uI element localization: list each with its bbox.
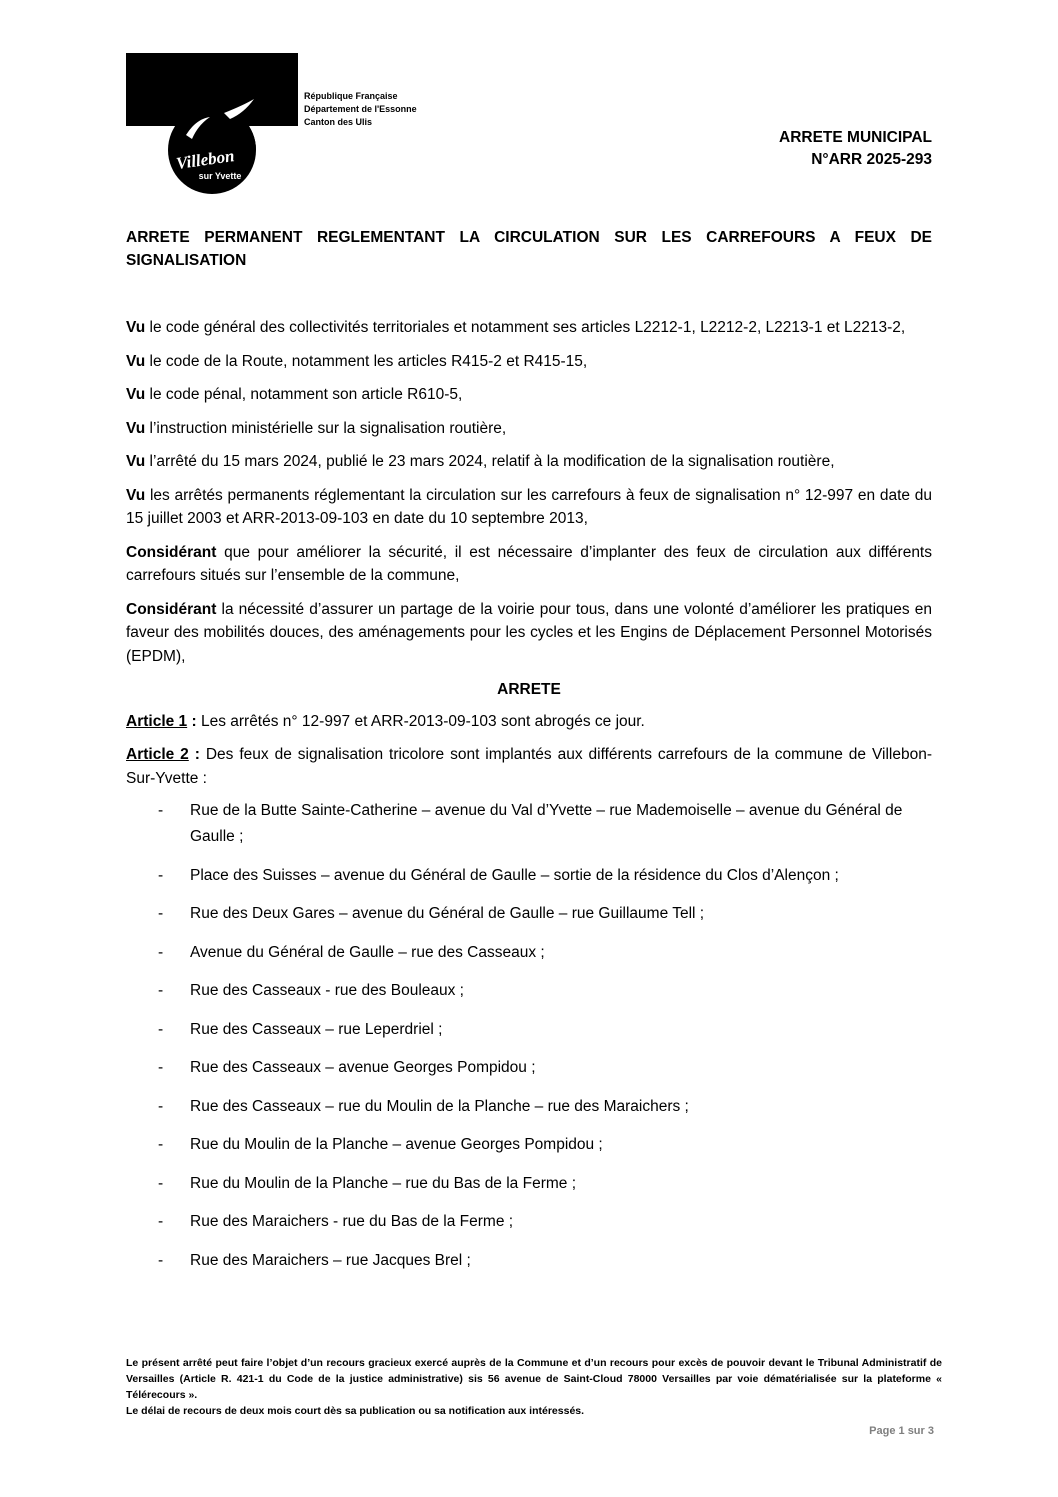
consideration bbox=[126, 484, 932, 531]
list-item bbox=[126, 1132, 932, 1158]
list-item-text: Rue des Maraichers – rue Jacques Brel ; bbox=[190, 1251, 471, 1269]
list-item-text: Rue des Casseaux - rue des Bouleaux ; bbox=[190, 982, 464, 999]
list-item bbox=[126, 1171, 932, 1197]
list-item bbox=[126, 1055, 932, 1081]
document-body bbox=[126, 316, 932, 1286]
consideration-text: le code général des collectivités territoriales et notamment ses articles L2212-1, L2212-2, L2213-1 et L2213-2, bbox=[145, 319, 906, 336]
article-2-label: Article 2 bbox=[126, 746, 189, 763]
consideration-lead: Vu bbox=[126, 352, 146, 370]
logo-name-text: Villebon bbox=[174, 146, 236, 174]
list-item bbox=[126, 798, 932, 850]
list-item-text: Rue des Casseaux – rue Leperdriel ; bbox=[190, 1020, 443, 1038]
list-dash: - bbox=[158, 1174, 164, 1192]
list-item bbox=[126, 1248, 932, 1274]
arrete-number: N°ARR 2025-293 bbox=[811, 151, 932, 168]
list-item-text: Rue de la Butte Sainte-Catherine – avenue du Val d’Yvette – rue Mademoiselle – avenue du Général de Gaulle ; bbox=[190, 802, 903, 845]
administrative-block bbox=[304, 90, 417, 129]
consideration-lead: Vu bbox=[126, 319, 146, 336]
consideration-text: l’instruction ministérielle sur la signalisation routière, bbox=[145, 419, 507, 437]
logo-emblem bbox=[126, 53, 298, 197]
list-dash: - bbox=[158, 1251, 164, 1269]
legal-footer bbox=[126, 1355, 942, 1419]
consideration-lead: Considérant bbox=[126, 543, 217, 561]
arrete-header bbox=[779, 127, 932, 171]
list-item-text: Rue des Deux Gares – avenue du Général de Gaulle – rue Guillaume Tell ; bbox=[190, 905, 705, 922]
article-2-text: Des feux de signalisation tricolore sont implantés aux différents carrefours de la commune de Villebon-Sur-Yvette : bbox=[126, 746, 933, 787]
admin-line-canton: Canton des Ulis bbox=[304, 117, 373, 127]
document-title: ARRETE PERMANENT REGLEMENTANT LA CIRCULATION SUR LES CARREFOURS A FEUX DE SIGNALISATION bbox=[126, 229, 932, 269]
list-dash: - bbox=[158, 1213, 164, 1230]
list-dash: - bbox=[158, 982, 164, 999]
footer-appeal-text: Le présent arrêté peut faire l’objet d’un recours gracieux exercé auprès de la Commune et d’un recours pour excès de pouvoir devant le Tribunal Administratif de Versailles (Article R. 421-1 du Code de la justice administrative) sis 56 avenue de Saint-Cloud 78000 Versailles par voie dématérialisée sur la plateforme « Télérecours ». bbox=[126, 1357, 942, 1401]
list-dash: - bbox=[158, 1059, 164, 1076]
list-item bbox=[126, 1017, 932, 1043]
consideration-text: le code pénal, notamment son article R610-5, bbox=[145, 386, 463, 403]
consideration bbox=[126, 541, 932, 588]
admin-line-republic: République Française bbox=[304, 91, 398, 101]
list-dash: - bbox=[158, 1020, 164, 1038]
article-1-label: Article 1 bbox=[126, 712, 188, 730]
admin-line-department: Département de l'Essonne bbox=[304, 104, 417, 114]
consideration-text: le code de la Route, notamment les articles R415-2 et R415-15, bbox=[145, 352, 588, 370]
list-item-text: Place des Suisses – avenue du Général de Gaulle – sortie de la résidence du Clos d’Alençon ; bbox=[190, 866, 839, 884]
consideration-lead: Vu bbox=[126, 486, 146, 504]
consideration-text: que pour améliorer la sécurité, il est nécessaire d’implanter des feux de circulation aux différents carrefours situés sur l’ensemble de la commune, bbox=[126, 543, 932, 584]
article-2 bbox=[126, 743, 932, 790]
list-item-text: Rue du Moulin de la Planche – rue du Bas de la Ferme ; bbox=[190, 1174, 577, 1192]
list-dash: - bbox=[158, 802, 164, 819]
consideration-lead: Vu bbox=[126, 453, 146, 470]
list-item-text: Rue du Moulin de la Planche – avenue Georges Pompidou ; bbox=[190, 1136, 603, 1153]
consideration bbox=[126, 417, 932, 441]
consideration bbox=[126, 350, 932, 374]
consideration-lead: Considérant bbox=[126, 600, 217, 618]
arrete-section-title: ARRETE bbox=[497, 681, 561, 698]
consideration bbox=[126, 316, 932, 340]
list-dash: - bbox=[158, 1136, 164, 1153]
list-item bbox=[126, 863, 932, 889]
consideration bbox=[126, 598, 932, 669]
article-1-text: Les arrêtés n° 12-997 et ARR-2013-09-103 sont abrogés ce jour. bbox=[196, 712, 645, 730]
crossroads-list bbox=[126, 798, 932, 1274]
list-dash: - bbox=[158, 1097, 164, 1115]
list-item bbox=[126, 1209, 932, 1235]
article-1-separator: : bbox=[187, 712, 197, 730]
logo-sub-text: sur Yvette bbox=[198, 171, 242, 181]
consideration-text: la nécessité d’assurer un partage de la voirie pour tous, dans une volonté d’améliorer les pratiques en faveur des mobilités douces, des aménagements pour les cycles et les Engins de Déplacement Personnel Motorisés (EPDM), bbox=[126, 600, 932, 665]
list-item bbox=[126, 1094, 932, 1120]
consideration bbox=[126, 383, 932, 407]
municipal-logo bbox=[126, 53, 298, 197]
article-2-separator: : bbox=[188, 746, 200, 763]
consideration bbox=[126, 450, 932, 474]
consideration-text: les arrêtés permanents réglementant la circulation sur les carrefours à feux de signalisation n° 12-997 en date du 15 juillet 2003 et ARR-2013-09-103 en date du 10 septembre 2013, bbox=[126, 486, 932, 527]
list-item-text: Rue des Casseaux – avenue Georges Pompidou ; bbox=[190, 1059, 536, 1076]
consideration-text: l’arrêté du 15 mars 2024, publié le 23 mars 2024, relatif à la modification de la signalisation routière, bbox=[145, 453, 835, 470]
list-item-text: Avenue du Général de Gaulle – rue des Casseaux ; bbox=[190, 943, 545, 961]
list-item bbox=[126, 978, 932, 1004]
list-item-text: Rue des Maraichers - rue du Bas de la Ferme ; bbox=[190, 1213, 514, 1230]
page-number: Page 1 sur 3 bbox=[869, 1425, 934, 1437]
list-dash: - bbox=[158, 943, 164, 961]
list-item-text: Rue des Casseaux – rue du Moulin de la Planche – rue des Maraichers ; bbox=[190, 1097, 689, 1115]
list-item bbox=[126, 940, 932, 966]
arrete-type: ARRETE MUNICIPAL bbox=[779, 129, 932, 146]
footer-deadline-text: Le délai de recours de deux mois court dès sa publication ou sa notification aux intéressés. bbox=[126, 1405, 585, 1417]
consideration-lead: Vu bbox=[126, 419, 146, 437]
consideration-lead: Vu bbox=[126, 386, 146, 403]
list-item bbox=[126, 901, 932, 927]
list-dash: - bbox=[158, 866, 164, 884]
list-dash: - bbox=[158, 905, 164, 922]
article-1 bbox=[126, 710, 932, 734]
